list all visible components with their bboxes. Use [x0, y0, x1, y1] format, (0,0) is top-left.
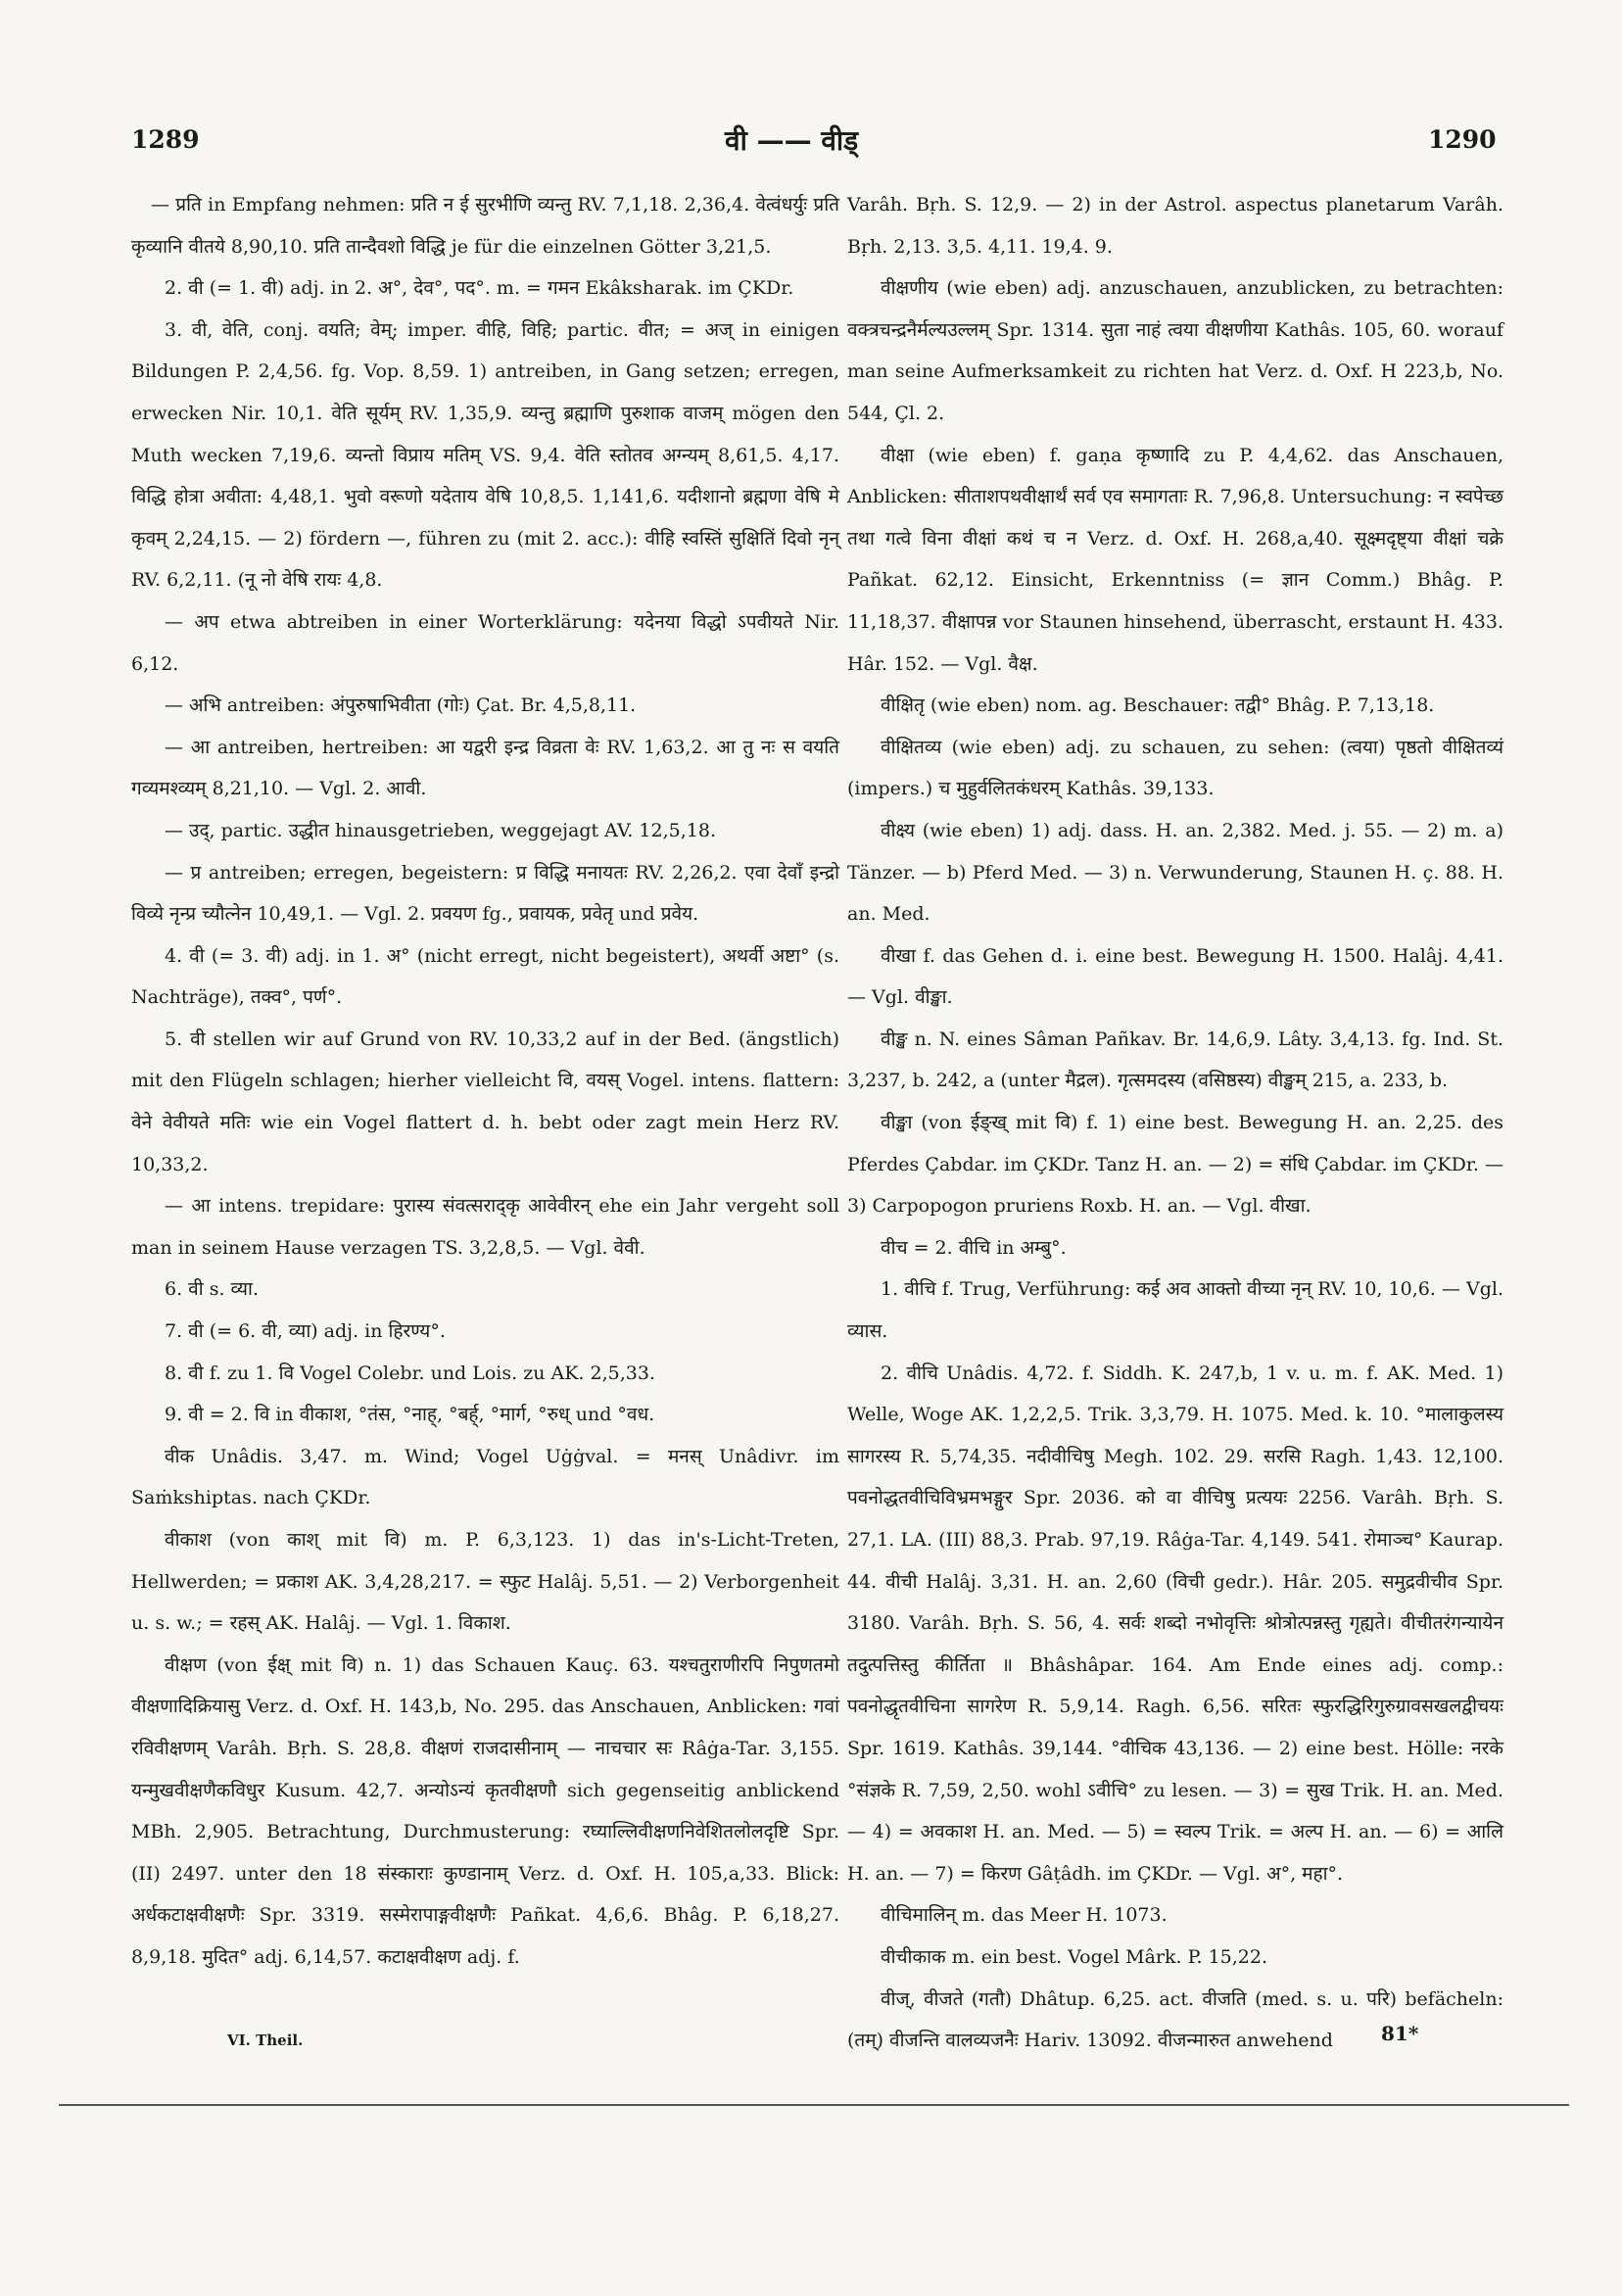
- entry: — प्र antreiben; erregen, begeistern: प्र विद्धि मनायतः RV. 2,26,2. एवा देवाँ इन्द्रो विव्ये नृन्प्र च्यौत्नेन 10,49,1. — Vgl. 2. प्रवयण fg., प्रवायक, प्रवेतृ und प्रवेय.: [131, 861, 839, 926]
- entry: वीक्ष्य (wie eben) 1) adj. dass. H. an. 2,382. Med. j. 55. — 2) m. a) Tänzer. — b) Pferd Med. — 3) n. Verwunderung, Staunen H. ç. 88. H. an. Med.: [847, 819, 1503, 926]
- entry: Varâh. Bṛh. S. 12,9. — 2) in der Astrol. aspectus planetarum Varâh. Bṛh. 2,13. 3,5. 4,11. 19,4. 9.: [847, 194, 1503, 258]
- entry: वीज्, वीजते (गतौ) Dhâtup. 6,25. act. वीजति (med. s. u. परि) befächeln: (तम्) वीजन्ति वालव्यजनैः Hariv. 13092. वीजन्मारुत anwehend: [847, 1987, 1503, 2052]
- entry: — अप etwa abtreiben in einer Worterklärung: यदेनया विद्धो ऽपवीयते Nir. 6,12.: [131, 610, 839, 675]
- entry: वीक्षितृ (wie eben) nom. ag. Beschauer: तद्वी° Bhâg. P. 7,13,18.: [881, 694, 1435, 717]
- page-number-right: 1290: [1428, 125, 1497, 154]
- entry: 4. वी (= 3. वी) adj. in 1. अ° (nicht erregt, nicht begeistert), अथर्वी अष्टा° (s. Nachträge), तक्व°, पर्ण°.: [131, 944, 839, 1009]
- entry: वीक्षणीय (wie eben) adj. anzuschauen, anzublicken, zu betrachten: वक्त्रचन्द्रनैर्मल्यउल्लम् Spr. 1314. सुता नाहं त्वया वीक्षणीया Kathâs. 105, 60. worauf man seine Aufmerksamkeit zu richten hat Verz. d. Oxf. H 223,b, No. 544, Çl. 2.: [847, 277, 1503, 424]
- bottom-rule: [59, 2104, 1569, 2106]
- entry: 1. वीचि f. Trug, Verführung: कई अव आक्तो वीच्या नृन् RV. 10, 10,6. — Vgl. व्यास.: [847, 1278, 1503, 1343]
- entry: 7. वी (= 6. वी, व्या) adj. in हिरण्य°.: [165, 1320, 446, 1343]
- page-number-left: 1289: [131, 125, 200, 154]
- entry: वीक Unâdis. 3,47. m. Wind; Vogel Uġġval. = मनस् Unâdivr. im Saṁkshiptas. nach ÇKDr.: [131, 1445, 839, 1509]
- running-head: वी —— वीड्: [725, 124, 859, 157]
- entry: वीकाश (von काश् mit वि) m. P. 6,3,123. 1) das in's-Licht-Treten, Hellwerden; = प्रकाश AK. 3,4,28,217. = स्फुट Halâj. 5,51. — 2) Verborgenheit u. s. w.; = रहस् AK. Halâj. — Vgl. 1. विकाश.: [131, 1529, 839, 1635]
- signature-mark: 81*: [1381, 2022, 1419, 2045]
- entry: वीङ्ख n. N. eines Sâman Pañkav. Br. 14,6,9. Lâty. 3,4,13. fg. Ind. St. 3,237, b. 242, a (unter मैद्रल). गृत्समदस्य (वसिष्ठस्य) वीङ्खम् 215, a. 233, b.: [847, 1028, 1503, 1092]
- left-column: [131, 184, 839, 2016]
- entry: — आ intens. trepidare: पुरास्य संवत्सराद्कृ आवेवीरन् ehe ein Jahr vergeht soll man in seinem Hause verzagen TS. 3,2,8,5. — Vgl. वेवी.: [131, 1195, 839, 1259]
- entry: वीचिमालिन् m. das Meer H. 1073.: [881, 1904, 1168, 1927]
- entry: 3. वी, वेति, conj. वयति; वेम्; imper. वीहि, विहि; partic. वीत; = अज् in einigen Bildungen P. 2,4,56. fg. Vop. 8,59. 1) antreiben, in Gang setzen; erregen, erwecken Nir. 10,1. वेति सूर्यम् RV. 1,35,9. व्यन्तु ब्रह्माणि पुरुशाक वाजम् mögen den Muth wecken 7,19,6. व्यन्तो विप्राय मतिम् VS. 9,4. वेति स्तोतव अग्न्यम् 8,61,5. 4,17. विद्धि होत्रा अवीता: 4,48,1. भुवो वरूणो यदेताय वेषि 10,8,5. 1,141,6. यदीशानो ब्रह्मणा वेषि मे कृवम् 2,24,15. — 2) fördern —, führen zu (mit 2. acc.): वीहि स्वस्तिं सुक्षितिं दिवो नृन् RV. 6,2,11. (नू नो वेषि रायः 4,8.: [131, 318, 839, 592]
- entry: वीखा f. das Gehen d. i. eine best. Bewegung H. 1500. Halâj. 4,41. — Vgl. वीङ्खा.: [847, 944, 1503, 1009]
- entry: 8. वी f. zu 1. वि Vogel Colebr. und Lois. zu AK. 2,5,33.: [165, 1362, 655, 1384]
- entry: 2. वीचि Unâdis. 4,72. f. Siddh. K. 247,b, 1 v. u. m. f. AK. Med. 1) Welle, Woge AK. 1,2,2,5. Trik. 3,3,79. H. 1075. Med. k. 10. °मालाकुलस्य सागरस्य R. 5,74,35. नदीवीचिषु Megh. 102. 29. सरसि Ragh. 1,43. 12,100. पवनोद्धतवीचिविभ्रमभङ्गुर Spr. 2036. को वा वीचिषु प्रत्ययः 2256. Varâh. Bṛh. S. 27,1. LA. (III) 88,3. Prab. 97,19. Râġa-Tar. 4,149. 541. रोमाञ्च° Kaurap. 44. वीची Halâj. 3,31. H. an. 2,60 (विची gedr.). Hâr. 205. समुद्रवीचीव Spr. 3180. Varâh. Bṛh. S. 56, 4. सर्वः शब्दो नभोवृत्तिः श्रोत्रोत्पन्नस्तु गृह्यते। वीचीतरंगन्यायेन तदुत्पत्तिस्तु कीर्तिता ॥ Bhâshâpar. 164. Am Ende eines adj. comp.: पवनोद्धृतवीचिना सागरेण R. 5,9,14. Ragh. 6,56. सरितः स्फुरद्धिरिगुरुग्रावसखलद्वीचयः Spr. 1619. Kathâs. 39,144. °वीचिक 43,136. — 2) eine best. Hölle: नरके °संज्ञके R. 7,59, 2,50. wohl ऽवीचि° zu lesen. — 3) = सुख Trik. H. an. Med. — 4) = अवकाश H. an. Med. — 5) = स्वल्प Trik. = अल्प H. an. — 6) = आलि H. an. — 7) = किरण Gâṭâdh. im ÇKDr. — Vgl. अ°, महा°.: [847, 1362, 1503, 1885]
- entry: — प्रति in Empfang nehmen: प्रति न ई सुरभीणि व्यन्तु RV. 7,1,18. 2,36,4. वेत्वंधर्युः प्रति कृव्यानि वीतये 8,90,10. प्रति तान्दैवशो विद्धि je für die einzelnen Götter 3,21,5.: [131, 194, 839, 258]
- entry: 6. वी s. व्या.: [165, 1278, 260, 1301]
- entry: 9. वी = 2. वि in वीकाश, °तंस, °नाह्, °बर्ह्, °मार्ग, °रुध् und °वध.: [165, 1404, 655, 1426]
- entry: वीक्षितव्य (wie eben) adj. zu schauen, zu sehen: (त्वया) पृष्ठतो वीक्षितव्यं (impers.) च मुहुर्वलितकंधरम् Kathâs. 39,133.: [847, 736, 1503, 800]
- volume-label: VI. Theil.: [227, 2032, 304, 2049]
- entry: वीच = 2. वीचि in अम्बु°.: [881, 1236, 1067, 1259]
- entry: वीक्षा (wie eben) f. gaṇa कृष्णादि zu P. 4,4,62. das Anschauen, Anblicken: सीताशपथवीक्षार्थं सर्व एव समागताः R. 7,96,8. Untersuchung: न स्वपेच्छ तथा गत्वे विना वीक्षां कथं च न Verz. d. Oxf. H. 268,a,40. सूक्ष्मदृष्ट्या वीक्षां चक्रे Pañkat. 62,12. Einsicht, Erkenntniss (= ज्ञान Comm.) Bhâg. P. 11,18,37. वीक्षापन्न vor Staunen hinsehend, überrascht, erstaunt H. 433. Hâr. 152. — Vgl. वैक्ष.: [847, 444, 1503, 675]
- entry: — अभि antreiben: अंपुरुषाभिवीता (गोः) Çat. Br. 4,5,8,11.: [165, 694, 637, 717]
- entry: 5. वी stellen wir auf Grund von RV. 10,33,2 auf in der Bed. (ängstlich) mit den Flügeln schlagen; hierher vielleicht वि, वयस् Vogel. intens. flattern: वेने वेवीयते मतिः wie ein Vogel flattert d. h. bebt oder zagt mein Herz RV. 10,33,2.: [131, 1028, 839, 1175]
- entry: — उद्, partic. उद्धीत hinausgetrieben, weggejagt AV. 12,5,18.: [165, 819, 716, 841]
- entry: वीङ्खा (von ईङ्ख् mit वि) f. 1) eine best. Bewegung H. an. 2,25. des Pferdes Çabdar. im ÇKDr. Tanz H. an. — 2) = संधि Çabdar. im ÇKDr. — 3) Carpopogon pruriens Roxb. H. an. — Vgl. वीखा.: [847, 1112, 1503, 1218]
- entry: 2. वी (= 1. वी) adj. in 2. अ°, देव°, पद°. m. = गमन Ekâksharak. im ÇKDr.: [165, 277, 794, 300]
- entry: वीक्षण (von ईक्ष् mit वि) n. 1) das Schauen Kauç. 63. यश्चतुराणीरपि निपुणतमो वीक्षणादिक्रियासु Verz. d. Oxf. H. 143,b, No. 295. das Anschauen, Anblicken: गवां रविवीक्षणम् Varâh. Bṛh. S. 28,8. वीक्षणं राजदासीनाम् — नाचचार सः Râġa-Tar. 3,155. यन्मुखवीक्षणैकविधुर Kusum. 42,7. अन्योऽन्यं कृतवीक्षणौ sich gegenseitig anblickend MBh. 2,905. Betrachtung, Durchmusterung: रघ्याल्लिवीक्षणनिवेशितलोलदृष्टि Spr. (II) 2497. unter den 18 संस्काराः कुण्डानाम् Verz. d. Oxf. H. 105,a,33. Blick: अर्धकटाक्षवीक्षणैः Spr. 3319. सस्मेरापाङ्गवीक्षणैः Pañkat. 4,6,6. Bhâg. P. 6,18,27. 8,9,18. मुदित° adj. 6,14,57. कटाक्षवीक्षण adj. f.: [131, 1653, 839, 1968]
- entry: — आ antreiben, hertreiben: आ यद्वरी इन्द्र विव्रता वेः RV. 1,63,2. आ तु नः स वयति गव्यमश्व्यम् 8,21,10. — Vgl. 2. आवी.: [131, 736, 839, 800]
- entry: वीचीकाक m. ein best. Vogel Mârk. P. 15,22.: [881, 1945, 1268, 1968]
